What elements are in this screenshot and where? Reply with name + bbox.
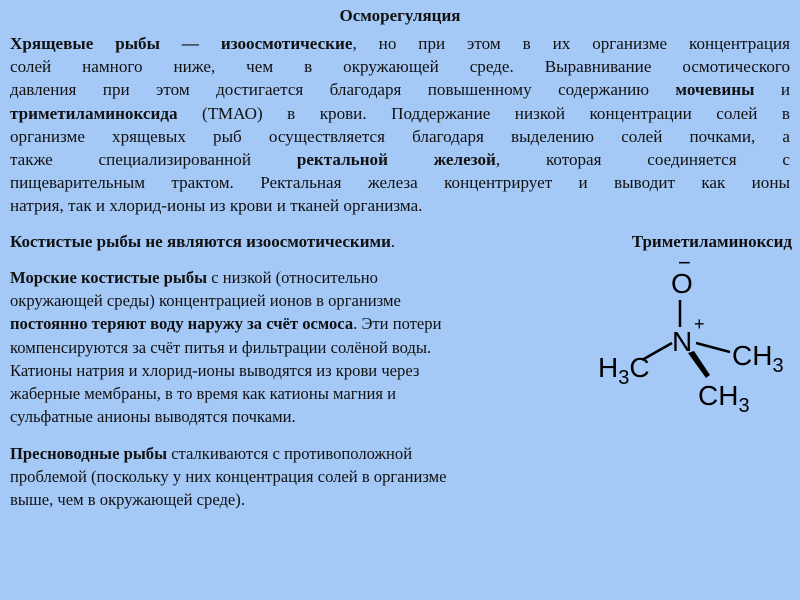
cartilaginous-text-run: , которая соединяется с [495,150,790,170]
cartilaginous-line [10,125,790,148]
marine-line [10,336,570,359]
cartilaginous-text-run: давления при этом достигается благодаря повышенному содержанию [10,80,676,100]
bond-n-right-methyl [696,343,730,352]
cartilaginous-text-run: организме хрящевых рыб осуществляется благодаря выделению солей почками, а [10,126,790,146]
marine-text-run: компенсируются за счёт питья и фильтрации солёной воды. [10,337,432,357]
nitrogen-atom: N [672,326,693,357]
freshwater-text-run: выше, чем в окружающей среде). [10,490,245,510]
cartilaginous-line [10,32,790,55]
freshwater-line [10,488,570,511]
marine-text-run: постоянно теряют воду наружу за счёт осмоса [10,314,354,334]
page-title: Осморегуляция [339,6,461,25]
cartilaginous-line [10,171,790,194]
marine-text-run: с низкой (относительно [207,268,378,287]
marine-line [10,359,570,382]
cartilaginous-line [10,78,790,101]
cartilaginous-paragraph [10,32,790,218]
marine-text-run: сульфатные анионы выводятся почками. [10,407,296,427]
freshwater-fish-paragraph [10,442,570,512]
bony-fish-heading-rest: . [390,232,396,251]
freshwater-line [10,465,570,488]
marine-line [10,405,570,428]
tmao-heading: Триметиламиноксид [631,232,792,251]
cartilaginous-text-run: мочевины [675,80,755,100]
marine-text-run: . Эти потери [353,314,442,334]
cartilaginous-line [10,55,790,78]
cartilaginous-text-run: пищеварительным трактом. Ректальная железа концентрирует и выводит как ионы [10,173,790,193]
cartilaginous-text-run: и [754,80,791,100]
bony-fish-heading [10,231,395,253]
marine-text-run: окружающей среды) концентрацией ионов в организме [10,291,401,311]
cartilaginous-line [10,102,790,125]
freshwater-text-run: проблемой (поскольку у них концентрация солей в организме [10,467,447,487]
freshwater-line [10,442,570,465]
marine-text-run: Катионы натрия и хлорид-ионы выводятся из крови через [10,360,420,380]
cartilaginous-text-run: ректальной железой [296,150,496,170]
methyl-left: $H_3C$ [598,352,650,389]
cartilaginous-text-run: натрия, так и хлорид-ионы из крови и тканей организма. [10,196,423,216]
marine-line [10,289,570,312]
marine-text-run: жаберные мембраны, в то время как катионы магния и [10,384,397,404]
marine-text-run: Морские костистые рыбы [10,268,208,287]
methyl-right: $CH_3$ [732,340,784,377]
marine-fish-paragraph [10,266,570,428]
tmao-structure-diagram [590,255,800,415]
freshwater-text-run: сталкиваются с противоположной [167,444,413,463]
cartilaginous-text-run: триметиламиноксида [10,103,178,123]
marine-line [10,382,570,405]
nitrogen-charge: + [694,314,705,334]
cartilaginous-text-run: , но при этом в их организме концентрация [352,34,790,53]
freshwater-text-run: Пресноводные рыбы [10,444,168,463]
oxygen-atom: O [671,268,693,299]
cartilaginous-text-run: солей намного ниже, чем в окружающей среде. Выравнивание осмотического [10,57,790,77]
cartilaginous-text-run: также специализированной [10,150,297,170]
cartilaginous-line [10,148,790,171]
methyl-bottom: $CH_3$ [698,380,750,415]
cartilaginous-text-run: Хрящевые рыбы — изоосмотические [10,34,353,53]
cartilaginous-text-run: (ТМАО) в крови. Поддержание низкой концентрации солей в [177,103,790,123]
oxygen-charge: − [678,255,691,275]
bony-fish-heading-bold: Костистые рыбы не являются изоосмотическими [10,232,391,251]
marine-line [10,312,570,335]
cartilaginous-line [10,194,790,217]
marine-line [10,266,570,289]
